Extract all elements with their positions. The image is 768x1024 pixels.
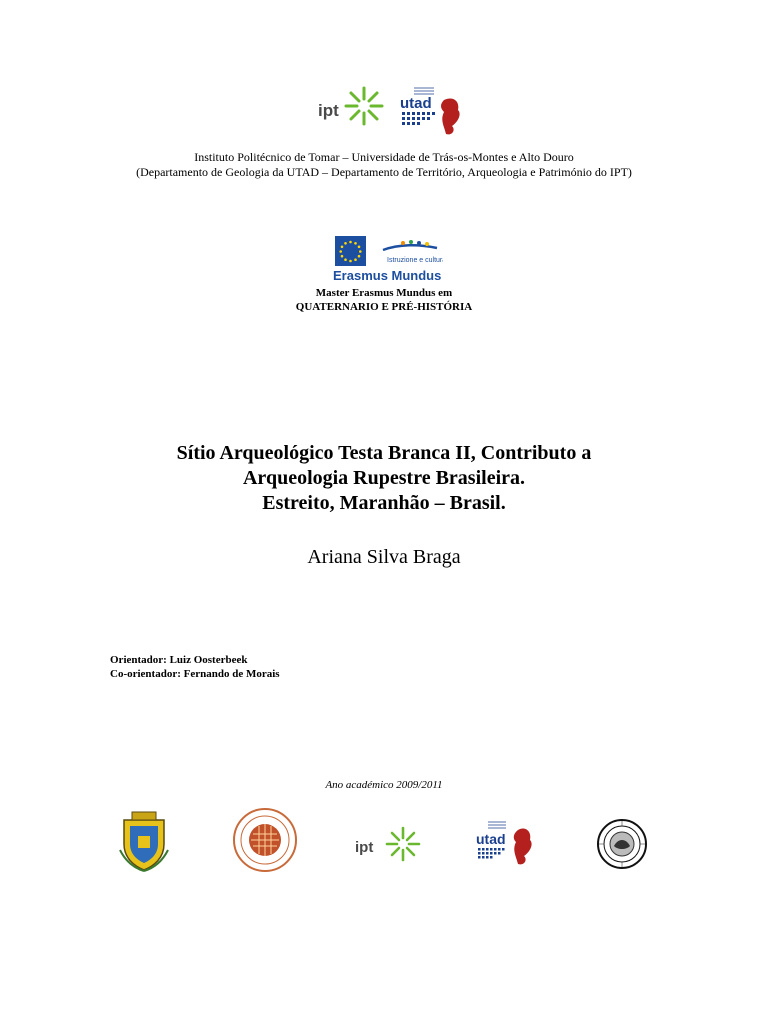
top-logos [318, 82, 468, 136]
seal-icon [232, 804, 298, 876]
institution-line-2: (Departamento de Geologia da UTAD – Departamento de Território, Arqueologia e Património do IPT) [136, 165, 632, 179]
master-program-line-2: QUATERNARIO E PRÉ-HISTÓRIA [295, 301, 473, 313]
university-seal-logo [232, 804, 298, 881]
thesis-title [0, 441, 768, 516]
master-program-line-1: Master Erasmus Mundus em [315, 287, 453, 299]
utad-logo-bottom [476, 818, 542, 873]
ipt-logo-text: ipt [318, 101, 339, 120]
ipt-utad-logos [318, 82, 468, 136]
ipt-logo-bottom [355, 822, 429, 873]
utad-flame-icon [514, 828, 532, 864]
erasmus-mundus-logo [333, 234, 443, 284]
thesis-title-line-1: Sítio Arqueológico Testa Branca II, Contributo a [176, 442, 592, 464]
utad-logo-text: utad [400, 95, 432, 112]
istruzione-cultura-text: Istruzione e cultura [387, 257, 443, 264]
ipt-star-icon-bottom [387, 828, 419, 860]
master-program-block [0, 286, 768, 314]
academic-year: Ano académico 2009/2011 [325, 779, 443, 791]
bw-seal-icon [596, 818, 648, 870]
institution-line-1: Instituto Politécnico de Tomar – Universidade de Trás-os-Montes e Alto Douro [194, 150, 574, 164]
eu-flag-icon [335, 236, 366, 266]
advisor: Orientador: Luiz Oosterbeek [110, 654, 248, 666]
ipt-star-icon [346, 88, 382, 124]
coat-of-arms-logo [118, 810, 170, 877]
utad-dots-icon [478, 848, 505, 859]
ipt-logo-bottom-text: ipt [355, 839, 374, 856]
shield-icon [118, 810, 170, 872]
thesis-title-line-2: Arqueologia Rupestre Brasileira. [242, 467, 526, 489]
erasmus-mundus-label: Erasmus Mundus [333, 268, 442, 283]
utad-logo-bottom-text: utad [476, 831, 506, 847]
institution-block [0, 150, 768, 180]
bw-seal-logo [596, 818, 648, 875]
co-advisor: Co-orientador: Fernando de Morais [110, 668, 280, 680]
thesis-author: Ariana Silva Braga [307, 546, 461, 568]
advisors-block [110, 653, 280, 681]
istruzione-cultura-icon [383, 240, 437, 250]
thesis-title-line-3: Estreito, Maranhão – Brasil. [262, 492, 506, 514]
